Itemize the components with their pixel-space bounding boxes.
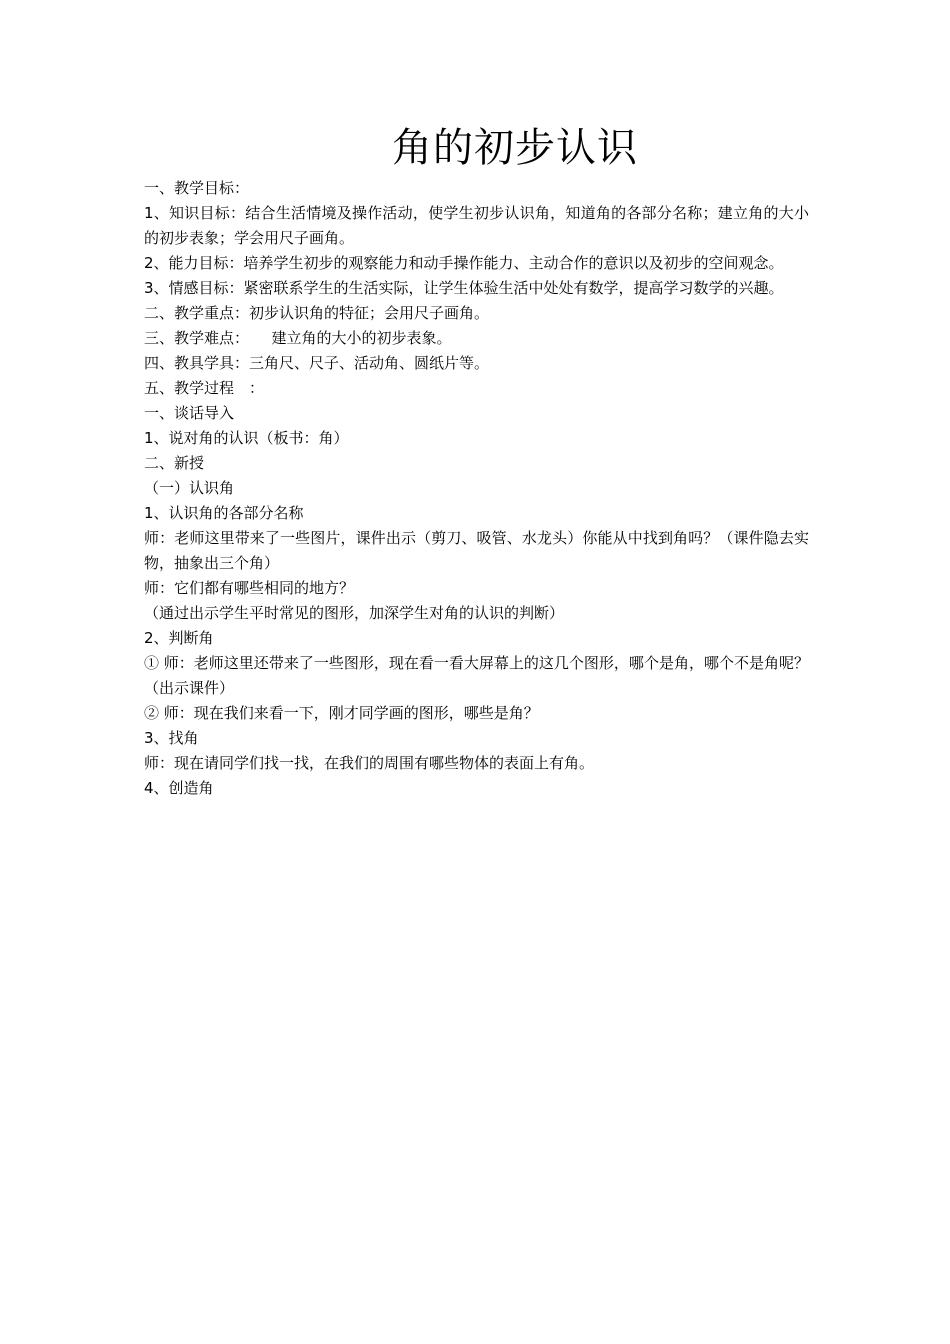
paragraph-text: 、判断角 — [153, 629, 214, 647]
paragraph — [144, 751, 809, 776]
paragraph-text: 三、教学难点： 建立角的大小的初步表象。 — [144, 329, 452, 347]
paragraph-number: 4 — [144, 779, 154, 797]
paragraph — [144, 176, 809, 201]
paragraph — [144, 201, 809, 251]
paragraph — [144, 776, 809, 801]
paragraph — [144, 701, 809, 726]
paragraph-number: 2 — [144, 629, 154, 647]
paragraph — [144, 251, 809, 276]
paragraph-text: 、知识目标：结合生活情境及操作活动，使学生初步认识角，知道角的各部分名称；建立角的大小的初步表象；学会用尺子画角。 — [144, 204, 809, 247]
paragraph — [144, 326, 809, 351]
paragraph-text: 、情感目标：紧密联系学生的生活实际，让学生体验生活中处处有数学，提高学习数学的兴趣。 — [153, 279, 784, 297]
paragraph-number: 1 — [144, 504, 154, 522]
paragraph-text: 五、教学过程 ： — [144, 379, 265, 397]
paragraph-text: 师：老师这里带来了一些图片，课件出示（剪刀、吸管、水龙头）你能从中找到角吗？（课件隐去实物，抽象出三个角） — [144, 529, 809, 572]
paragraph-text: （通过出示学生平时常见的图形，加深学生对角的认识的判断） — [144, 604, 565, 622]
paragraph-text: 二、教学重点：初步认识角的特征；会用尺子画角。 — [144, 304, 490, 322]
paragraph — [144, 301, 809, 326]
paragraph — [144, 276, 809, 301]
paragraph-number: 1 — [144, 204, 154, 222]
paragraph — [144, 426, 809, 451]
paragraph-number: 2 — [144, 254, 154, 272]
paragraph — [144, 451, 809, 476]
paragraph-number: 3 — [144, 729, 154, 747]
paragraph-number: 3 — [144, 279, 154, 297]
paragraph-text: 一、教学目标： — [144, 179, 250, 197]
paragraph-text: 师：现在请同学们找一找，在我们的周围有哪些物体的表面上有角。 — [144, 754, 595, 772]
paragraph — [144, 476, 809, 501]
paragraph-text: 、找角 — [153, 729, 199, 747]
paragraph-text: 、说对角的认识（板书：角） — [153, 429, 349, 447]
paragraph — [144, 726, 809, 751]
paragraph-text: 、能力目标：培养学生初步的观察能力和动手操作能力、主动合作的意识以及初步的空间观念。 — [153, 254, 784, 272]
paragraph-text: 师：它们都有哪些相同的地方？ — [144, 579, 355, 597]
paragraph — [144, 601, 809, 626]
document-body — [144, 176, 809, 801]
paragraph-text: 四、教具学具：三角尺、尺子、活动角、圆纸片等。 — [144, 354, 490, 372]
paragraph — [144, 626, 809, 651]
paragraph — [144, 376, 809, 401]
paragraph — [144, 651, 809, 701]
paragraph-text: 、认识角的各部分名称 — [153, 504, 304, 522]
paragraph-text: ① 师：老师这里还带来了一些图形，现在看一看大屏幕上的这几个图形，哪个是角，哪个不是角呢？（出示课件） — [144, 654, 809, 697]
paragraph — [144, 501, 809, 526]
paragraph-text: 、创造角 — [153, 779, 214, 797]
paragraph — [144, 526, 809, 576]
paragraph — [144, 401, 809, 426]
paragraph-text: 二、新授 — [144, 454, 205, 472]
document-title: 角的初步认识 — [392, 125, 638, 171]
paragraph-text: 一、谈话导入 — [144, 404, 235, 422]
paragraph-text: ② 师：现在我们来看一下，刚才同学画的图形，哪些是角？ — [144, 704, 539, 722]
paragraph-text: （一）认识角 — [144, 479, 235, 497]
paragraph — [144, 576, 809, 601]
paragraph-number: 1 — [144, 429, 154, 447]
paragraph — [144, 351, 809, 376]
